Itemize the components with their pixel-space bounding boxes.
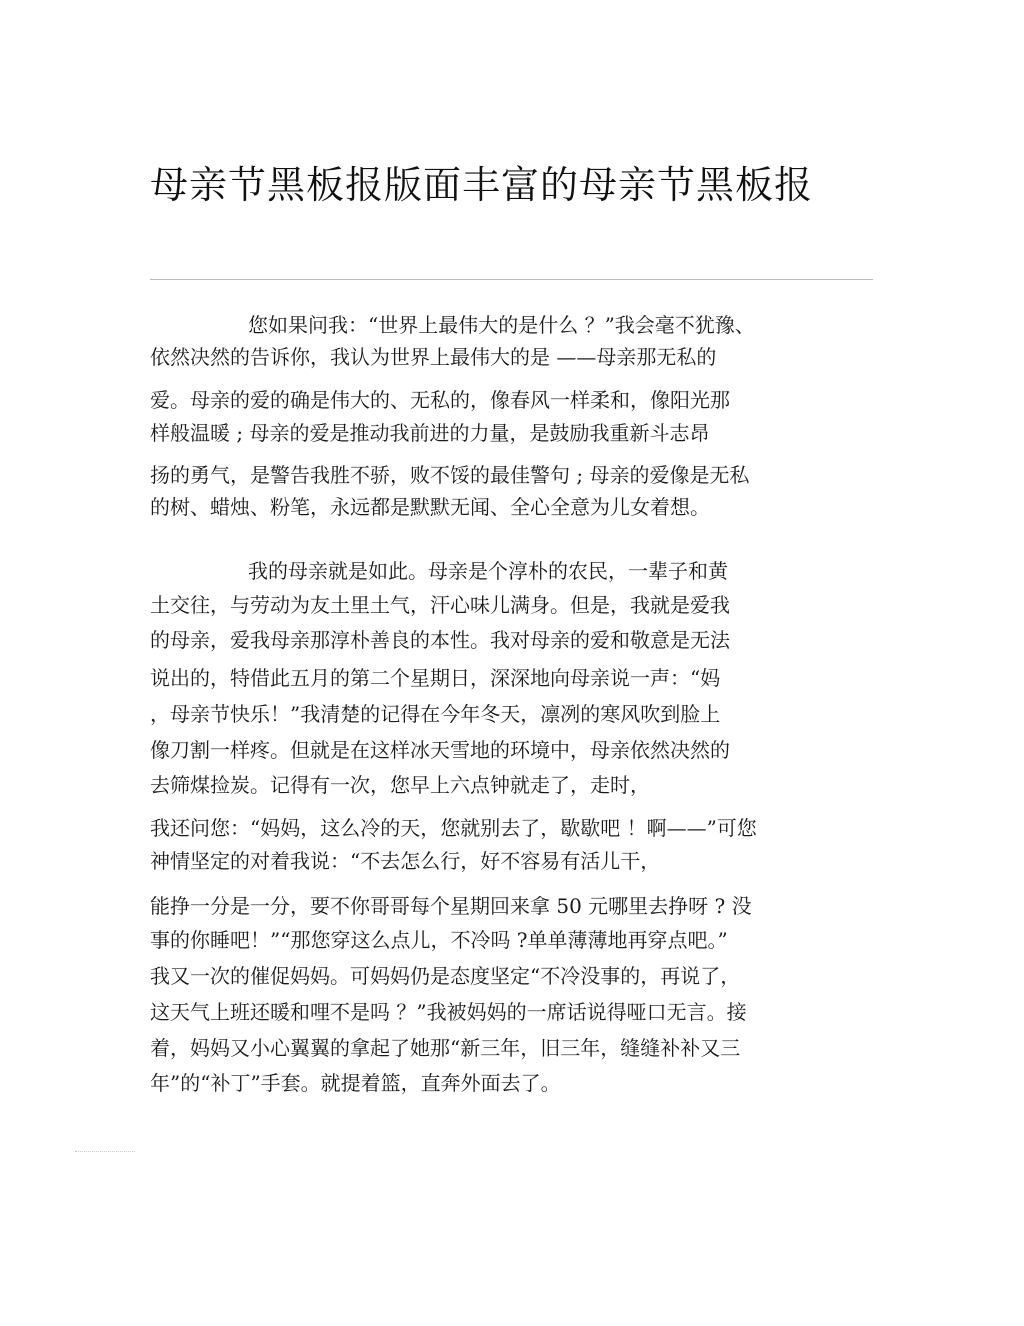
document-title: 母亲节黑板报版面丰富的母亲节黑板报: [150, 163, 814, 207]
paragraph-1-line: 您如果问我：“世界上最伟大的是什么 ？”我会毫不犹豫、: [248, 313, 755, 337]
paragraph-2-line: 这天气上班还暖和哩不是吗 ？”我被妈妈的一席话说得哑口无言。接: [150, 1000, 747, 1024]
paragraph-2-line: 我又一次的催促妈妈。可妈妈仍是态度坚定“不冷没事的，再说了，: [150, 964, 741, 988]
paragraph-2-line: 能挣一分是一分，要不你哥哥每个星期回来拿 50 元哪里去挣呀 ? 没: [150, 894, 752, 918]
paragraph-2-line: ，母亲节快乐！”我清楚的记得在今年冬天，凛冽的寒风吹到脸上: [150, 702, 721, 726]
title-divider: [150, 279, 873, 280]
paragraph-2-line: 说出的，特借此五月的第二个星期日，深深地向母亲说一声：“妈: [150, 666, 721, 690]
paragraph-2-line: 土交往，与劳动为友土里土气，汗心味儿满身。但是，我就是爱我: [150, 593, 730, 617]
paragraph-2-line: 事的你睡吧！”“那您穿这么点儿，不冷吗 ?单单薄薄地再穿点吧。”: [150, 928, 728, 952]
paragraph-2-line: 着，妈妈又小心翼翼的拿起了她那“新三年，旧三年，缝缝补补又三: [150, 1036, 741, 1060]
paragraph-2-line: 我还问您：“妈妈，这么冷的天，您就别去了，歇歇吧 ！啊——”可您: [150, 816, 757, 840]
paragraph-1-line: 的树、蜡烛、粉笔，永远都是默默无闻、全心全意为儿女着想。: [150, 495, 710, 519]
paragraph-2-line: 年”的“补丁”手套。就提着篮，直奔外面去了。: [150, 1071, 561, 1095]
paragraph-1-line: 扬的勇气，是警告我胜不骄，败不馁的最佳警句 ; 母亲的爱像是无私: [150, 463, 750, 487]
paragraph-2-line: 的母亲，爱我母亲那淳朴善良的本性。我对母亲的爱和敬意是无法: [150, 628, 730, 652]
paragraph-2-line: 像刀割一样疼。但就是在这样冰天雪地的环境中，母亲依然决然的: [150, 738, 730, 762]
paragraph-1-line: 依然决然的告诉你，我认为世界上最伟大的是 ——母亲那无私的: [150, 345, 717, 369]
footer-mark: [75, 1151, 135, 1152]
paragraph-1-line: 爱。母亲的爱的确是伟大的、无私的，像春风一样柔和，像阳光那: [150, 388, 730, 412]
paragraph-1-line: 样般温暖 ; 母亲的爱是推动我前进的力量，是鼓励我重新斗志昂: [150, 421, 710, 445]
paragraph-2-line: 去筛煤捡炭。记得有一次，您早上六点钟就走了，走时，: [150, 773, 650, 797]
paragraph-2-line: 神情坚定的对着我说：“不去怎么行，好不容易有活儿干，: [150, 849, 661, 873]
paragraph-2-line: 我的母亲就是如此。母亲是个淳朴的农民，一辈子和黄: [248, 559, 728, 583]
